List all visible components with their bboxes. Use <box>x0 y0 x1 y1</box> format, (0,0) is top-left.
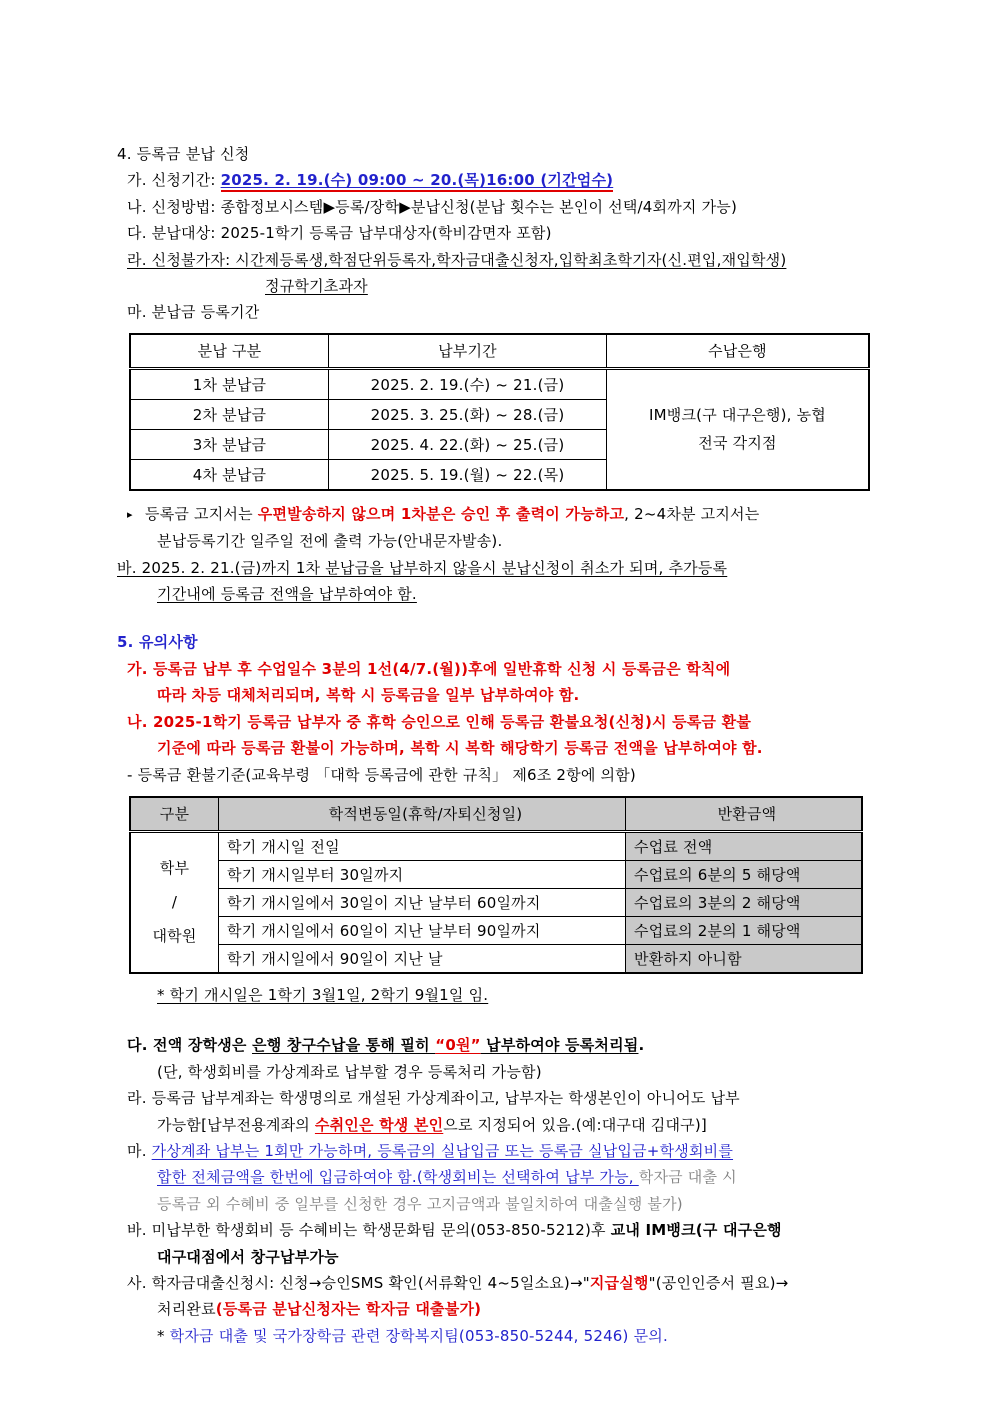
item-application-method: 나. 신청방법: 종합정보시스템▶등록/장학▶분납신청(분납 횟수는 본인이 선택/4회까지 가능) <box>127 197 738 216</box>
item-one-time-payment-line3: 등록금 외 수혜비 중 일부를 신청한 경우 고지금액과 불일치하여 대출실행 불가) <box>157 1194 683 1213</box>
bill-notice-line1 <box>117 501 962 528</box>
table-header-row <box>130 797 862 832</box>
item-zero-payment-sub: (단, 학생회비를 가상계좌로 납부할 경우 등록처리 가능함) <box>157 1062 542 1081</box>
loan-caveat-text: 학자금 대출 시 <box>638 1168 737 1187</box>
campus-bank-emphasis: 교내 IM뱅크(구 대구은행 <box>610 1221 782 1240</box>
item-one-time-payment-line1 <box>117 1138 962 1164</box>
table-cell: 2025. 2. 19.(수) ~ 21.(금) <box>329 368 607 399</box>
group-line: / <box>171 893 178 912</box>
column-header: 납부기간 <box>329 334 607 369</box>
table-cell: 학기 개시일에서 90일이 지난 날 <box>219 944 626 973</box>
semester-start-note <box>117 982 962 1008</box>
cancel-warning-text: 바. 2025. 2. 21.(금)까지 1차 분납금을 납부하지 않을시 분납신청이 취소가 되며, 추가등록 <box>117 558 728 577</box>
semester-start-note-text: * 학기 개시일은 1학기 3월1일, 2학기 9월1일 임. <box>157 985 489 1004</box>
item-cancel-warning-line1 <box>117 555 962 581</box>
item-application-period <box>117 167 962 193</box>
not-eligible-text: 라. 신청불가자: 시간제등록생,학점단위등록자,학자금대출신청자,입학최초학기자(신.편입,재입학생) <box>127 250 787 269</box>
item-label: 가. 신청기간: <box>127 171 221 190</box>
notice-leave-line1: 가. 등록금 납부 후 수업일수 3분의 1선(4/7.(월))후에 일반휴학 신청 시 등록금은 학칙에 <box>127 659 731 678</box>
table-row <box>130 860 862 888</box>
table-cell: 수업료의 3분의 2 해당액 <box>626 888 863 916</box>
table-row <box>130 944 862 973</box>
group-cell <box>130 831 219 973</box>
loan-procedure-text: 사. 학자금대출신청시: 신청→승인SMS 확인(서류확인 4~5일소요)→" <box>127 1273 590 1292</box>
asterisk-marker: * <box>157 1326 170 1345</box>
disbursement-emphasis: 지급실행 <box>589 1273 649 1292</box>
item-one-time-payment-line2 <box>117 1164 962 1190</box>
table-cell: 2025. 4. 22.(화) ~ 25.(금) <box>329 429 607 459</box>
notice-refund-line1: 나. 2025-1학기 등록금 납부자 중 휴학 승인으로 인해 등록금 환불요청(신청)시 등록금 환불 <box>127 712 752 731</box>
notice-leave-line2: 따라 차등 대체처리되며, 복학 시 등록금을 일부 납부하여야 함. <box>157 686 580 705</box>
item-virtual-account-line1: 라. 등록금 납부계좌는 학생명의로 개설된 가상계좌이고, 납부자는 학생본인이 아니어도 납부 <box>127 1089 740 1108</box>
section5-title: 5. 유의사항 <box>117 633 198 652</box>
loan-restriction-emphasis: (등록금 분납신청자는 학자금 대출불가) <box>215 1300 482 1319</box>
zero-payment-text: 다. 전액 장학생은 <box>127 1036 252 1055</box>
zero-payment-underline2: 납부하여야 등록처리됨 <box>480 1036 639 1055</box>
table-cell: 학기 개시일에서 30일이 지난 날부터 60일까지 <box>219 888 626 916</box>
item-installment-target: 다. 분납대상: 2025-1학기 등록금 납부대상자(학비감면자 포함) <box>127 224 552 243</box>
column-header: 학적변동일(휴학/자퇴신청일) <box>219 797 626 832</box>
loan-procedure-text2: "(공인인증서 필요)→ <box>648 1273 789 1292</box>
group-line: 대학원 <box>152 927 197 946</box>
notice-text: , 2~4차분 고지서는 <box>624 504 760 523</box>
virtual-account-text2: 으로 지정되어 있음.(예:대구대 김대구)] <box>443 1115 707 1134</box>
bank-line: 전국 각지점 <box>698 434 777 453</box>
loan-contact-note <box>117 1323 962 1349</box>
not-eligible-cont-text: 정규학기초과자 <box>265 277 368 296</box>
notice-text: 등록금 고지서는 <box>145 504 258 523</box>
column-header: 반환금액 <box>626 797 863 832</box>
table-cell: 수업료 전액 <box>626 831 863 860</box>
group-line: 학부 <box>159 859 190 878</box>
application-period-value: 2025. 2. 19.(수) 09:00 ~ 20.(목)16:00 (기간엄수) <box>221 171 614 192</box>
column-header: 수납은행 <box>607 334 870 369</box>
item-unpaid-fee-line1 <box>117 1217 962 1243</box>
refund-criteria-caption: - 등록금 환불기준(교육부령 「대학 등록금에 관한 규칙」 제6조 2항에 의함) <box>127 765 636 784</box>
table-cell: 2025. 5. 19.(월) ~ 22.(목) <box>329 459 607 490</box>
item-not-eligible <box>117 247 962 273</box>
zero-won-emphasis: “0원” <box>435 1036 481 1055</box>
table-cell: 3차 분납금 <box>130 429 329 459</box>
one-time-payment-underline2: 합한 전체금액을 한번에 입금하여야 함.(학생회비는 선택하여 납부 가능, <box>157 1168 639 1187</box>
payee-emphasis: 수취인은 학생 본인 <box>314 1115 444 1134</box>
virtual-account-text: 가능함[납부전용계좌의 <box>157 1115 315 1134</box>
item-cancel-warning-line2 <box>117 581 962 607</box>
bill-notice-line2: 분납등록기간 일주일 전에 출력 가능(안내문자발송). <box>157 532 503 551</box>
refund-criteria-table <box>129 796 863 974</box>
bank-line: IM뱅크(구 대구은행), 농협 <box>649 406 826 425</box>
item-label: 마. <box>127 1141 152 1160</box>
item-loan-procedure-line2 <box>117 1296 962 1322</box>
table-cell: 반환하지 아니함 <box>626 944 863 973</box>
column-header: 구분 <box>130 797 219 832</box>
one-time-payment-underline: 가상계좌 납부는 1회만 가능하며, 등록금의 실납입금 또는 등록금 실납입금+학생회비를 <box>151 1141 734 1160</box>
triangle-bullet-icon: ▸ <box>127 507 133 521</box>
cancel-warning-cont-text: 기간내에 등록금 전액을 납부하여야 함. <box>157 585 417 604</box>
table-row <box>130 368 869 399</box>
period-text: . <box>638 1036 645 1055</box>
table-row <box>130 916 862 944</box>
item-virtual-account-line2 <box>117 1112 962 1138</box>
notice-emphasis: 우편발송하지 않으며 1차분은 승인 후 출력이 가능하고 <box>257 504 625 523</box>
table-header-row <box>130 334 869 369</box>
notice-refund-line2: 기준에 따라 등록금 환불이 가능하며, 복학 시 복학 해당학기 등록금 전액을 납부하여야 함. <box>157 739 763 758</box>
zero-payment-underline: 은행 창구수납을 통해 필히 <box>252 1036 436 1055</box>
table-cell: 1차 분납금 <box>130 368 329 399</box>
table-row <box>130 888 862 916</box>
item-not-eligible-cont <box>117 273 962 299</box>
item-zero-payment <box>117 1032 962 1058</box>
table-cell: 학기 개시일 전일 <box>219 831 626 860</box>
table-cell: 2차 분납금 <box>130 399 329 429</box>
table-cell: 학기 개시일부터 30일까지 <box>219 860 626 888</box>
loan-procedure-text3: 처리완료 <box>157 1300 216 1319</box>
loan-contact-text: 학자금 대출 및 국가장학금 관련 장학복지팀(053-850-5244, 5246) 문의. <box>169 1326 668 1345</box>
table-cell: 4차 분납금 <box>130 459 329 490</box>
table-cell: 2025. 3. 25.(화) ~ 28.(금) <box>329 399 607 429</box>
item-installment-schedule-label: 마. 분납금 등록기간 <box>127 303 260 322</box>
bank-cell <box>607 368 870 490</box>
item-unpaid-fee-line2: 대구대점에서 창구납부가능 <box>157 1247 339 1266</box>
table-cell: 수업료의 2분의 1 해당액 <box>626 916 863 944</box>
installment-schedule-table <box>129 333 870 491</box>
item-loan-procedure-line1 <box>117 1270 962 1296</box>
column-header: 분납 구분 <box>130 334 329 369</box>
table-cell: 수업료의 6분의 5 해당액 <box>626 860 863 888</box>
table-row <box>130 831 862 860</box>
section4-title: 4. 등록금 분납 신청 <box>117 145 250 163</box>
unpaid-fee-text: 바. 미납부한 학생회비 등 수혜비는 학생문화팀 문의(053-850-5212)후 <box>127 1221 611 1240</box>
table-cell: 학기 개시일에서 60일이 지난 날부터 90일까지 <box>219 916 626 944</box>
